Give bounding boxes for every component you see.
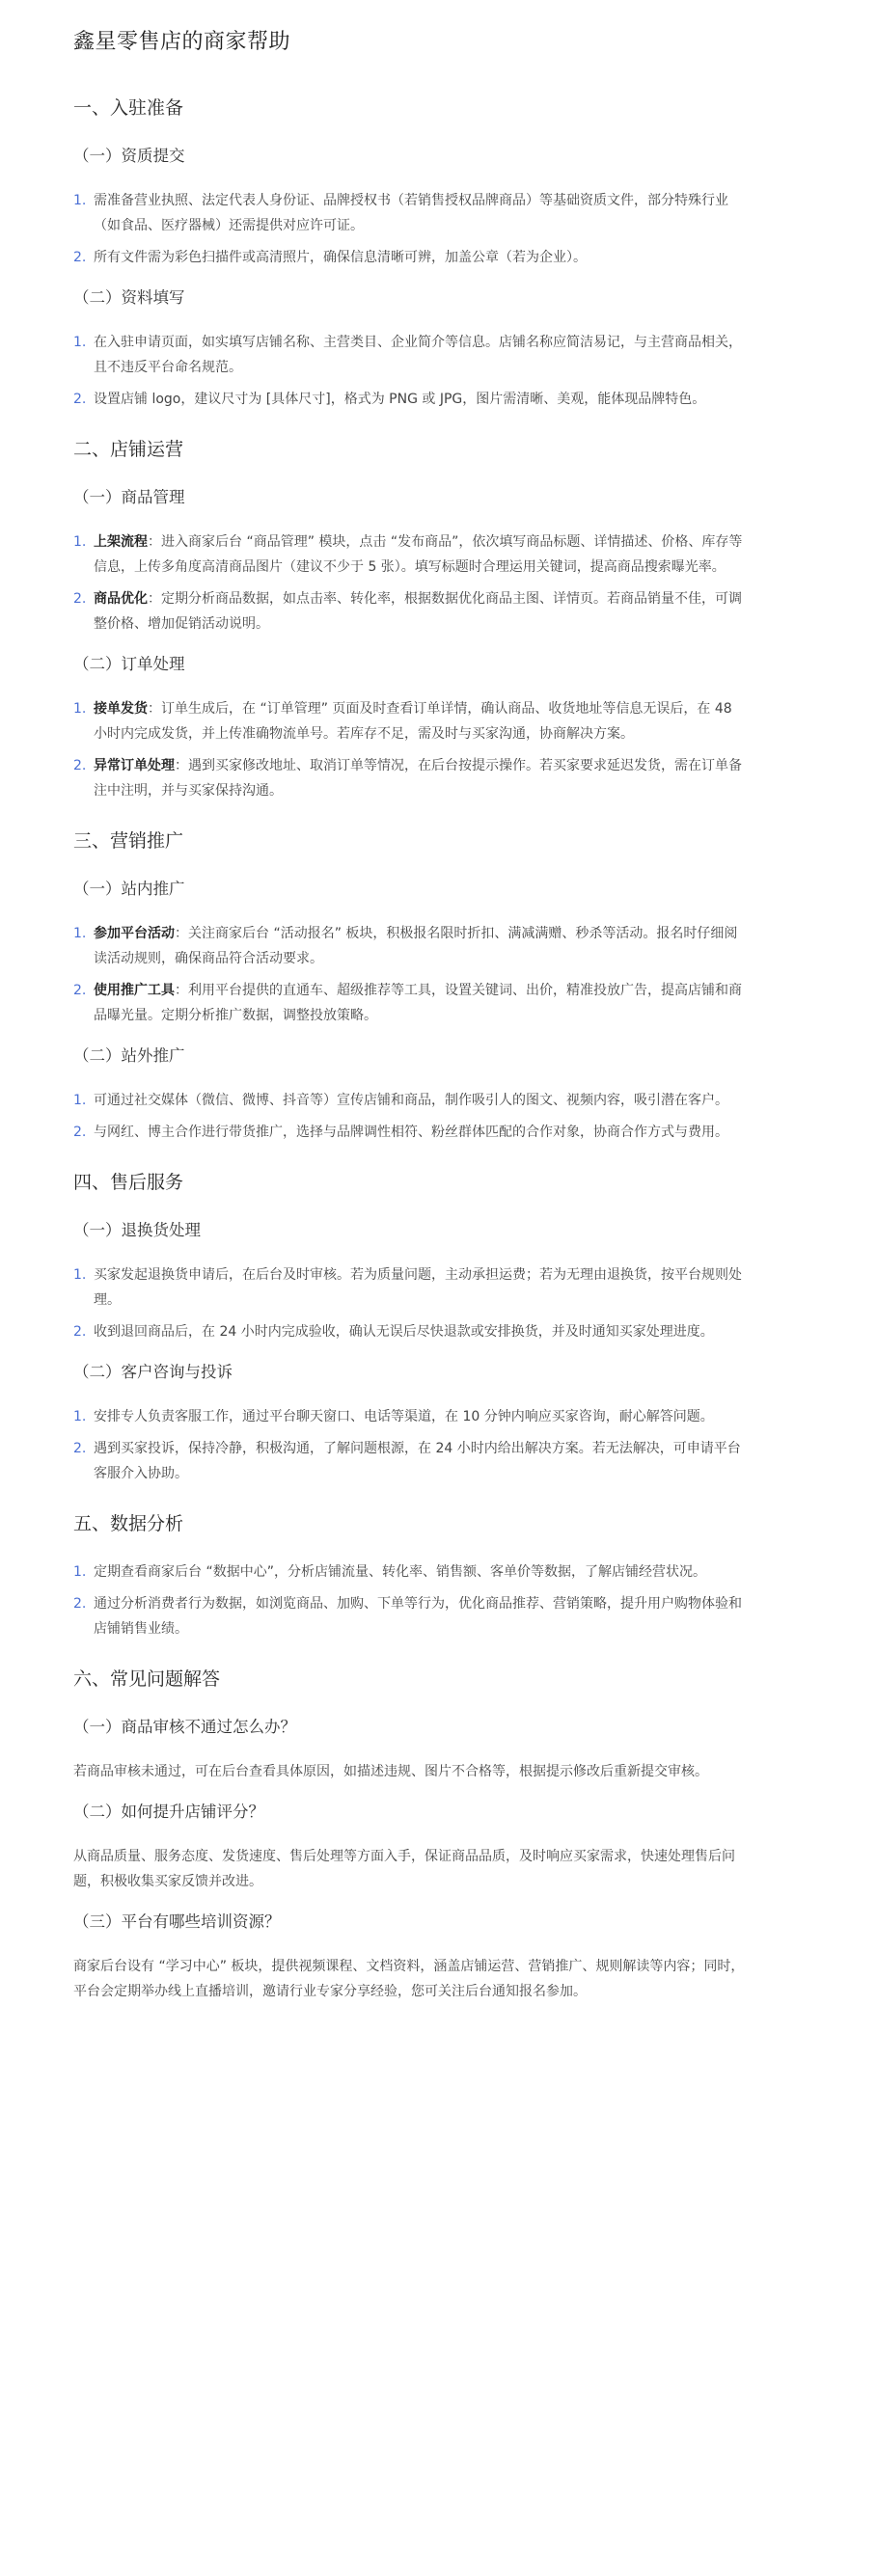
faq-question: （二）如何提升店铺评分？ <box>73 1803 264 1821</box>
numbered-list <box>73 1559 750 1641</box>
subsection <box>73 485 750 637</box>
subsection-heading: （二）资料填写 <box>73 288 185 307</box>
list-item-number: 1. <box>73 1093 87 1108</box>
list-item-text: 在入驻申请页面，如实填写店铺名称、主营类目、企业简介等信息。店铺名称应简洁易记，与主营商品相关，且不违反平台命名规范。 <box>94 335 742 375</box>
list-item-number: 2. <box>73 1324 87 1340</box>
section-heading: 六、常见问题解答 <box>73 1668 221 1690</box>
list-item-text: 买家发起退换货申请后，在后台及时审核。若为质量问题，主动承担运费；若为无理由退换货，按平台规则处理。 <box>94 1267 742 1308</box>
list-item-number: 2. <box>73 1125 87 1140</box>
subsection-heading: （二）订单处理 <box>73 655 185 673</box>
list-item <box>73 330 750 380</box>
list-item-text: 遇到买家投诉，保持冷静，积极沟通，了解问题根源，在 24 小时内给出解决方案。若无法解决，可申请平台客服介入协助。 <box>94 1441 741 1481</box>
list-item-number: 2. <box>73 392 87 407</box>
faq-question: （三）平台有哪些培训资源？ <box>73 1912 281 1931</box>
list-item <box>73 188 750 238</box>
subsection-heading: （二）站外推广 <box>73 1046 185 1065</box>
list-item <box>73 1319 750 1344</box>
faq-item <box>73 1910 750 2004</box>
section-heading: 三、营销推广 <box>73 830 184 852</box>
help-section <box>73 1665 750 2004</box>
list-item-number: 1. <box>73 1409 87 1424</box>
numbered-list <box>73 921 750 1028</box>
list-item-label: 商品优化 <box>94 591 148 607</box>
help-section <box>73 94 750 412</box>
subsection <box>73 1360 750 1486</box>
list-item-text: 设置店铺 logo，建议尺寸为 [具体尺寸]，格式为 PNG 或 JPG，图片需清晰、美观，能体现品牌特色。 <box>94 392 706 407</box>
list-item-number: 2. <box>73 1441 87 1456</box>
subsection-heading: （一）站内推广 <box>73 880 185 898</box>
list-item-text: 通过分析消费者行为数据，如浏览商品、加购、下单等行为，优化商品推荐、营销策略，提升用户购物体验和店铺销售业绩。 <box>94 1596 742 1637</box>
subsection <box>73 1044 750 1145</box>
list-item-text: 与网红、博主合作进行带货推广，选择与品牌调性相符、粉丝群体匹配的合作对象，协商合作方式与费用。 <box>94 1125 728 1140</box>
faq-answer: 商家后台设有 “学习中心” 板块，提供视频课程、文档资料，涵盖店铺运营、营销推广、规则解读等内容；同时，平台会定期举办线上直播培训，邀请行业专家分享经验，您可关注后台通知报名参加。 <box>73 1959 745 1999</box>
list-item <box>73 696 750 746</box>
help-section <box>73 827 750 1145</box>
list-item-text: 需准备营业执照、法定代表人身份证、品牌授权书（若销售授权品牌商品）等基础资质文件，部分特殊行业（如食品、医疗器械）还需提供对应许可证。 <box>94 193 728 233</box>
section-heading: 一、入驻准备 <box>73 97 184 119</box>
list-item-number: 1. <box>73 926 87 941</box>
numbered-list <box>73 1262 750 1344</box>
list-item <box>73 1436 750 1486</box>
faq-answer: 若商品审核未通过，可在后台查看具体原因，如描述违规、图片不合格等，根据提示修改后重新提交审核。 <box>73 1764 708 1779</box>
list-item-text: 定期查看商家后台 “数据中心”，分析店铺流量、转化率、销售额、客单价等数据，了解店铺经营状况。 <box>94 1564 706 1580</box>
numbered-list <box>73 529 750 637</box>
list-item-text: ：遇到买家修改地址、取消订单等情况，在后台按提示操作。若买家要求延迟发货，需在订单备注中注明，并与买家保持沟通。 <box>94 758 742 799</box>
list-item <box>73 387 750 412</box>
list-item-text: ：关注商家后台 “活动报名” 板块，积极报名限时折扣、满减满赠、秒杀等活动。报名时仔细阅读活动规则，确保商品符合活动要求。 <box>94 926 738 966</box>
page-title: 鑫星零售店的商家帮助 <box>73 30 291 54</box>
list-item <box>73 753 750 803</box>
numbered-list <box>73 1088 750 1145</box>
list-item-number: 2. <box>73 591 87 607</box>
list-item-text: 安排专人负责客服工作，通过平台聊天窗口、电话等渠道，在 10 分钟内响应买家咨询，耐心解答问题。 <box>94 1409 714 1424</box>
help-section <box>73 1509 750 1641</box>
list-item <box>73 529 750 580</box>
numbered-list <box>73 696 750 803</box>
subsection-heading: （一）资质提交 <box>73 147 185 165</box>
list-item-label: 上架流程 <box>94 534 148 550</box>
list-item-label: 使用推广工具 <box>94 983 175 998</box>
list-item-number: 1. <box>73 335 87 350</box>
list-item <box>73 1120 750 1145</box>
section-heading: 五、数据分析 <box>73 1513 184 1534</box>
list-item-number: 1. <box>73 193 87 208</box>
subsection <box>73 144 750 270</box>
subsection <box>73 877 750 1028</box>
list-item-text: 可通过社交媒体（微信、微博、抖音等）宣传店铺和商品，制作吸引人的图文、视频内容，吸引潜在客户。 <box>94 1093 728 1108</box>
list-item <box>73 1591 750 1641</box>
section-heading: 四、售后服务 <box>73 1172 184 1193</box>
numbered-list <box>73 188 750 270</box>
list-item-number: 2. <box>73 250 87 265</box>
list-item-text: 收到退回商品后，在 24 小时内完成验收，确认无误后尽快退款或安排换货，并及时通知买家处理进度。 <box>94 1324 714 1340</box>
faq-item <box>73 1800 750 1894</box>
section-heading: 二、店铺运营 <box>73 439 184 460</box>
subsection <box>73 1218 750 1344</box>
help-section <box>73 435 750 803</box>
list-item-text: 所有文件需为彩色扫描件或高清照片，确保信息清晰可辨，加盖公章（若为企业）。 <box>94 250 587 265</box>
list-item-number: 2. <box>73 983 87 998</box>
list-item-label: 异常订单处理 <box>94 758 175 773</box>
list-item <box>73 1088 750 1113</box>
list-item-label: 接单发货 <box>94 701 148 717</box>
faq-question: （一）商品审核不通过怎么办？ <box>73 1718 296 1736</box>
list-item-number: 1. <box>73 1267 87 1283</box>
list-item-text: ：定期分析商品数据，如点击率、转化率，根据数据优化商品主图、详情页。若商品销量不佳，可调整价格、增加促销活动说明。 <box>94 591 742 632</box>
list-item-number: 1. <box>73 534 87 550</box>
list-item-text: ：利用平台提供的直通车、超级推荐等工具，设置关键词、出价，精准投放广告，提高店铺和商品曝光量。定期分析推广数据，调整投放策略。 <box>94 983 742 1023</box>
help-section <box>73 1168 750 1486</box>
list-item-number: 1. <box>73 701 87 717</box>
subsection-heading: （一）商品管理 <box>73 488 185 506</box>
numbered-list <box>73 1404 750 1486</box>
list-item-text: ：进入商家后台 “商品管理” 模块，点击 “发布商品”，依次填写商品标题、详情描述、价格、库存等信息，上传多角度高清商品图片（建议不少于 5 张）。填写标题时合理运用关键词，提高商品搜索曝光率。 <box>94 534 743 575</box>
list-item-text: ：订单生成后，在 “订单管理” 页面及时查看订单详情，确认商品、收货地址等信息无误后，在 48 小时内完成发货，并上传准确物流单号。若库存不足，需及时与买家沟通，协商解决方案。 <box>94 701 732 742</box>
list-item <box>73 978 750 1028</box>
list-item-number: 2. <box>73 758 87 773</box>
list-item-label: 参加平台活动 <box>94 926 175 941</box>
subsection <box>73 285 750 412</box>
list-item <box>73 921 750 971</box>
list-item <box>73 1262 750 1313</box>
subsection <box>73 652 750 803</box>
list-item <box>73 1404 750 1429</box>
numbered-list <box>73 330 750 412</box>
faq-answer: 从商品质量、服务态度、发货速度、售后处理等方面入手，保证商品品质，及时响应买家需求，快速处理售后问题，积极收集买家反馈并改进。 <box>73 1849 735 1889</box>
list-item <box>73 245 750 270</box>
list-item-number: 1. <box>73 1564 87 1580</box>
subsection-heading: （一）退换货处理 <box>73 1221 201 1239</box>
list-item <box>73 586 750 637</box>
help-content <box>73 94 750 2004</box>
list-item <box>73 1559 750 1585</box>
subsection-heading: （二）客户咨询与投诉 <box>73 1363 233 1381</box>
list-item-number: 2. <box>73 1596 87 1612</box>
faq-item <box>73 1715 750 1784</box>
